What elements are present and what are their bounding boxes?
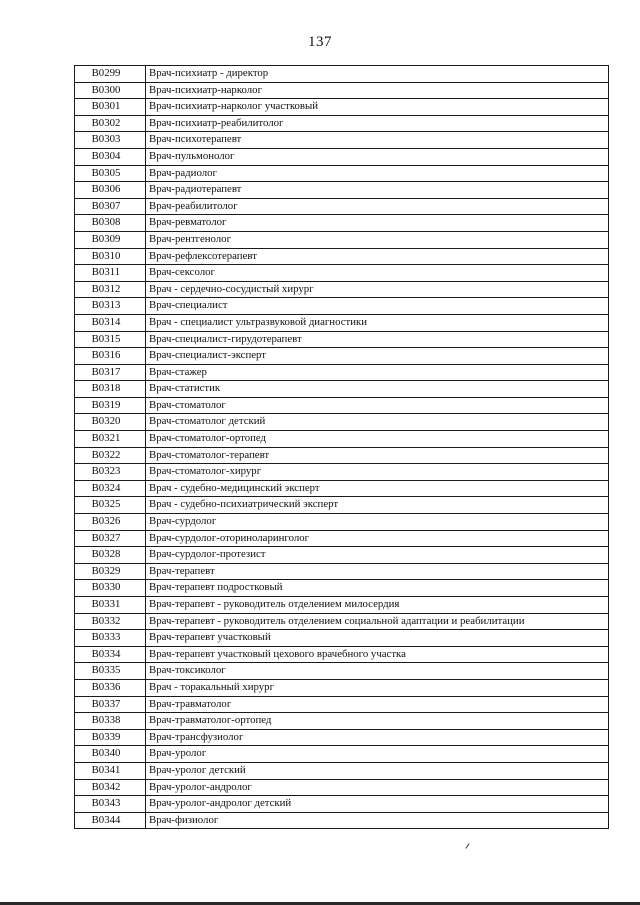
specialty-name: Врач-сурдолог-оториноларинголог (146, 530, 609, 547)
table-row (75, 314, 609, 331)
table-row (75, 148, 609, 165)
specialty-code: B0327 (75, 530, 146, 547)
specialty-code: B0313 (75, 298, 146, 315)
table-row (75, 530, 609, 547)
specialty-name: Врач-травматолог-ортопед (146, 713, 609, 730)
table-row (75, 132, 609, 149)
specialty-name: Врач-терапевт подростковый (146, 580, 609, 597)
specialty-name: Врач - торакальный хирург (146, 679, 609, 696)
specialty-name: Врач-стажер (146, 364, 609, 381)
specialty-name: Врач-физиолог (146, 812, 609, 829)
specialty-name: Врач-сурдолог-протезист (146, 547, 609, 564)
specialty-code: B0325 (75, 497, 146, 514)
specialty-code: B0323 (75, 464, 146, 481)
table-row (75, 381, 609, 398)
specialty-name: Врач-уролог (146, 746, 609, 763)
specialty-name: Врач - сердечно-сосудистый хирург (146, 281, 609, 298)
table-row (75, 298, 609, 315)
specialty-name: Врач-специалист (146, 298, 609, 315)
specialty-code: B0314 (75, 314, 146, 331)
specialty-name: Врач-сексолог (146, 265, 609, 282)
specialty-name: Врач-рефлексотерапевт (146, 248, 609, 265)
table-row (75, 431, 609, 448)
specialty-code: B0333 (75, 630, 146, 647)
table-row (75, 729, 609, 746)
specialty-code: B0334 (75, 646, 146, 663)
specialty-table (74, 65, 609, 829)
table-row (75, 646, 609, 663)
table-row (75, 563, 609, 580)
table-row (75, 779, 609, 796)
specialty-code: B0300 (75, 82, 146, 99)
specialty-name: Врач-стоматолог детский (146, 414, 609, 431)
specialty-code: B0337 (75, 696, 146, 713)
specialty-code: B0309 (75, 231, 146, 248)
specialty-code: B0307 (75, 198, 146, 215)
specialty-name: Врач-терапевт участковый (146, 630, 609, 647)
table-row (75, 696, 609, 713)
specialty-code: B0332 (75, 613, 146, 630)
table-row (75, 82, 609, 99)
specialty-name: Врач-психиатр - директор (146, 66, 609, 83)
specialty-code: B0344 (75, 812, 146, 829)
table-row (75, 115, 609, 132)
table-row (75, 547, 609, 564)
specialty-name: Врач-стоматолог-терапевт (146, 447, 609, 464)
table-row (75, 414, 609, 431)
specialty-code: B0318 (75, 381, 146, 398)
specialty-name: Врач-специалист-гирудотерапевт (146, 331, 609, 348)
specialty-code: B0338 (75, 713, 146, 730)
specialty-code: B0308 (75, 215, 146, 232)
specialty-name: Врач-радиотерапевт (146, 182, 609, 199)
specialty-code: B0342 (75, 779, 146, 796)
table-row (75, 348, 609, 365)
specialty-code: B0328 (75, 547, 146, 564)
specialty-name: Врач-стоматолог-хирург (146, 464, 609, 481)
specialty-name: Врач-психиатр-нарколог (146, 82, 609, 99)
specialty-code: B0326 (75, 514, 146, 531)
specialty-code: B0331 (75, 597, 146, 614)
specialty-code: B0316 (75, 348, 146, 365)
specialty-code: B0339 (75, 729, 146, 746)
specialty-table-body (75, 66, 609, 829)
scan-artifact (465, 843, 469, 848)
table-row (75, 762, 609, 779)
specialty-name: Врач-психиатр-реабилитолог (146, 115, 609, 132)
specialty-code: B0305 (75, 165, 146, 182)
specialty-name: Врач-токсиколог (146, 663, 609, 680)
table-row (75, 447, 609, 464)
table-row (75, 464, 609, 481)
specialty-code: B0343 (75, 796, 146, 813)
specialty-code: B0329 (75, 563, 146, 580)
table-row (75, 796, 609, 813)
table-row (75, 580, 609, 597)
table-row (75, 198, 609, 215)
specialty-name: Врач - судебно-психиатрический эксперт (146, 497, 609, 514)
specialty-name: Врач-трансфузиолог (146, 729, 609, 746)
table-row (75, 231, 609, 248)
specialty-code: B0320 (75, 414, 146, 431)
specialty-name: Врач-терапевт участковый цехового врачебного участка (146, 646, 609, 663)
specialty-code: B0299 (75, 66, 146, 83)
table-row (75, 281, 609, 298)
specialty-code: B0311 (75, 265, 146, 282)
specialty-name: Врач-пульмонолог (146, 148, 609, 165)
specialty-name: Врач-уролог-андролог детский (146, 796, 609, 813)
specialty-name: Врач-реабилитолог (146, 198, 609, 215)
specialty-code: B0310 (75, 248, 146, 265)
table-row (75, 812, 609, 829)
specialty-code: B0312 (75, 281, 146, 298)
specialty-name: Врач-специалист-эксперт (146, 348, 609, 365)
specialty-name: Врач-уролог детский (146, 762, 609, 779)
specialty-name: Врач-рентгенолог (146, 231, 609, 248)
table-row (75, 480, 609, 497)
specialty-name: Врач-стоматолог (146, 397, 609, 414)
page-number: 137 (308, 34, 332, 50)
specialty-code: B0301 (75, 99, 146, 116)
specialty-code: B0319 (75, 397, 146, 414)
table-row (75, 497, 609, 514)
specialty-name: Врач-сурдолог (146, 514, 609, 531)
table-row (75, 182, 609, 199)
table-row (75, 597, 609, 614)
specialty-name: Врач-терапевт - руководитель отделением милосердия (146, 597, 609, 614)
table-row (75, 265, 609, 282)
specialty-code: B0317 (75, 364, 146, 381)
specialty-code: B0341 (75, 762, 146, 779)
table-row (75, 165, 609, 182)
specialty-code: B0315 (75, 331, 146, 348)
table-row (75, 746, 609, 763)
specialty-code: B0335 (75, 663, 146, 680)
specialty-code: B0340 (75, 746, 146, 763)
specialty-name: Врач-статистик (146, 381, 609, 398)
specialty-code: B0304 (75, 148, 146, 165)
specialty-name: Врач-терапевт (146, 563, 609, 580)
specialty-code: B0322 (75, 447, 146, 464)
table-row (75, 613, 609, 630)
table-row (75, 630, 609, 647)
specialty-code: B0302 (75, 115, 146, 132)
table-row (75, 514, 609, 531)
specialty-name: Врач-психотерапевт (146, 132, 609, 149)
specialty-code: B0324 (75, 480, 146, 497)
specialty-name: Врач-психиатр-нарколог участковый (146, 99, 609, 116)
table-row (75, 215, 609, 232)
specialty-name: Врач-стоматолог-ортопед (146, 431, 609, 448)
specialty-code: B0303 (75, 132, 146, 149)
table-row (75, 99, 609, 116)
specialty-name: Врач - специалист ультразвуковой диагностики (146, 314, 609, 331)
table-row (75, 248, 609, 265)
specialty-name: Врач-травматолог (146, 696, 609, 713)
specialty-name: Врач-ревматолог (146, 215, 609, 232)
specialty-name: Врач-уролог-андролог (146, 779, 609, 796)
table-row (75, 679, 609, 696)
specialty-code: B0306 (75, 182, 146, 199)
table-row (75, 663, 609, 680)
table-row (75, 331, 609, 348)
table-row (75, 66, 609, 83)
specialty-name: Врач-радиолог (146, 165, 609, 182)
table-row (75, 397, 609, 414)
table-row (75, 713, 609, 730)
specialty-name: Врач-терапевт - руководитель отделением социальной адаптации и реабилитации (146, 613, 609, 630)
table-row (75, 364, 609, 381)
specialty-code: B0321 (75, 431, 146, 448)
specialty-code: B0336 (75, 679, 146, 696)
specialty-name: Врач - судебно-медицинский эксперт (146, 480, 609, 497)
specialty-code: B0330 (75, 580, 146, 597)
